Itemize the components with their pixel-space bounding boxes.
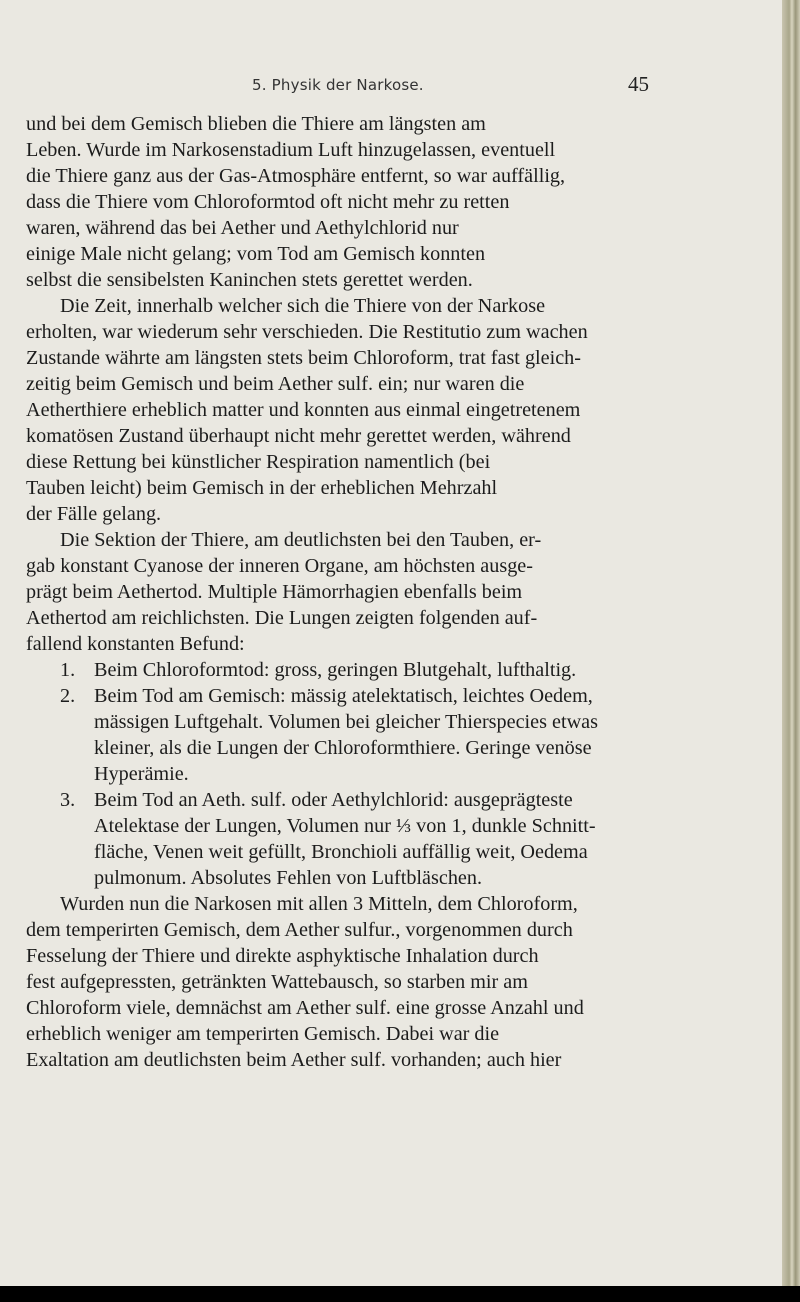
text-line: die Thiere ganz aus der Gas-Atmosphäre entfernt, so war auffällig, [26,165,566,187]
list-continuation: mässigen Luftgehalt. Volumen bei gleicher Thierspecies etwas [94,711,598,733]
text-line: der Fälle gelang. [26,503,162,525]
book-spine-edge [782,0,800,1302]
text-line: Tauben leicht) beim Gemisch in der erheblichen Mehrzahl [26,477,498,499]
list-item-3 [26,787,686,813]
list-item-2 [26,683,686,709]
text-line: dass die Thiere vom Chloroformtod oft nicht mehr zu retten [26,191,510,213]
text-line: gab konstant Cyanose der inneren Organe, am höchsten ausge- [26,555,533,577]
text-line: Zustande währte am längsten stets beim Chloroform, trat fast gleich- [26,347,581,369]
chapter-title: 5. Physik der Narkose. [252,76,424,94]
list-continuation: fläche, Venen weit gefüllt, Bronchioli auffällig weit, Oedema [94,841,588,863]
text-line: diese Rettung bei künstlicher Respiration namentlich (bei [26,451,491,473]
text-line: einige Male nicht gelang; vom Tod am Gemisch konnten [26,243,486,265]
list-continuation: pulmonum. Absolutes Fehlen von Luftbläschen. [94,867,483,889]
list-text: Beim Tod am Gemisch: mässig atelektatisch, leichtes Oedem, [94,685,593,707]
text-line: Exaltation am deutlichsten beim Aether sulf. vorhanden; auch hier [26,1049,562,1071]
list-continuation: Hyperämie. [94,763,189,785]
text-line: fallend konstanten Befund: [26,633,245,655]
text-line: Aethertod am reichlichsten. Die Lungen zeigten folgenden auf- [26,607,538,629]
text-line: Fesselung der Thiere und direkte asphyktische Inhalation durch [26,945,539,967]
text-line: erholten, war wiederum sehr verschieden. Die Restitutio zum wachen [26,321,588,343]
paragraph-first-line: Die Zeit, innerhalb welcher sich die Thiere von der Narkose [60,295,546,317]
text-line: selbst die sensibelsten Kaninchen stets gerettet werden. [26,269,473,291]
text-line: erheblich weniger am temperirten Gemisch. Dabei war die [26,1023,500,1045]
list-text: Beim Tod an Aeth. sulf. oder Aethylchlorid: ausgeprägteste [94,789,573,811]
list-continuation: Atelektase der Lungen, Volumen nur ⅓ von 1, dunkle Schnitt- [94,815,596,837]
running-header [0,72,700,100]
text-line: fest aufgepressten, getränkten Wattebausch, so starben mir am [26,971,528,993]
text-line: Aetherthiere erheblich matter und konnten aus einmal eingetretenem [26,399,581,421]
paragraph-first-line: Die Sektion der Thiere, am deutlichsten bei den Tauben, er- [60,529,542,551]
list-text: Beim Chloroformtod: gross, geringen Blutgehalt, lufthaltig. [94,659,577,681]
list-number: 3. [60,789,76,811]
page-number: 45 [628,72,649,96]
scan-bottom-border [0,1286,800,1302]
text-line: prägt beim Aethertod. Multiple Hämorrhagien ebenfalls beim [26,581,523,603]
text-line: komatösen Zustand überhaupt nicht mehr gerettet werden, während [26,425,571,447]
body-text [26,111,686,1073]
text-line: dem temperirten Gemisch, dem Aether sulfur., vorgenommen durch [26,919,573,941]
list-item-1 [26,657,686,683]
paragraph-first-line: Wurden nun die Narkosen mit allen 3 Mitteln, dem Chloroform, [60,893,578,915]
list-number: 2. [60,685,76,707]
text-line: waren, während das bei Aether und Aethylchlorid nur [26,217,459,239]
list-number: 1. [60,659,76,681]
list-continuation: kleiner, als die Lungen der Chloroformthiere. Geringe venöse [94,737,592,759]
text-line: und bei dem Gemisch blieben die Thiere am längsten am [26,113,486,135]
text-line: zeitig beim Gemisch und beim Aether sulf. ein; nur waren die [26,373,525,395]
text-line: Leben. Wurde im Narkosenstadium Luft hinzugelassen, eventuell [26,139,556,161]
text-line: Chloroform viele, demnächst am Aether sulf. eine grosse Anzahl und [26,997,584,1019]
